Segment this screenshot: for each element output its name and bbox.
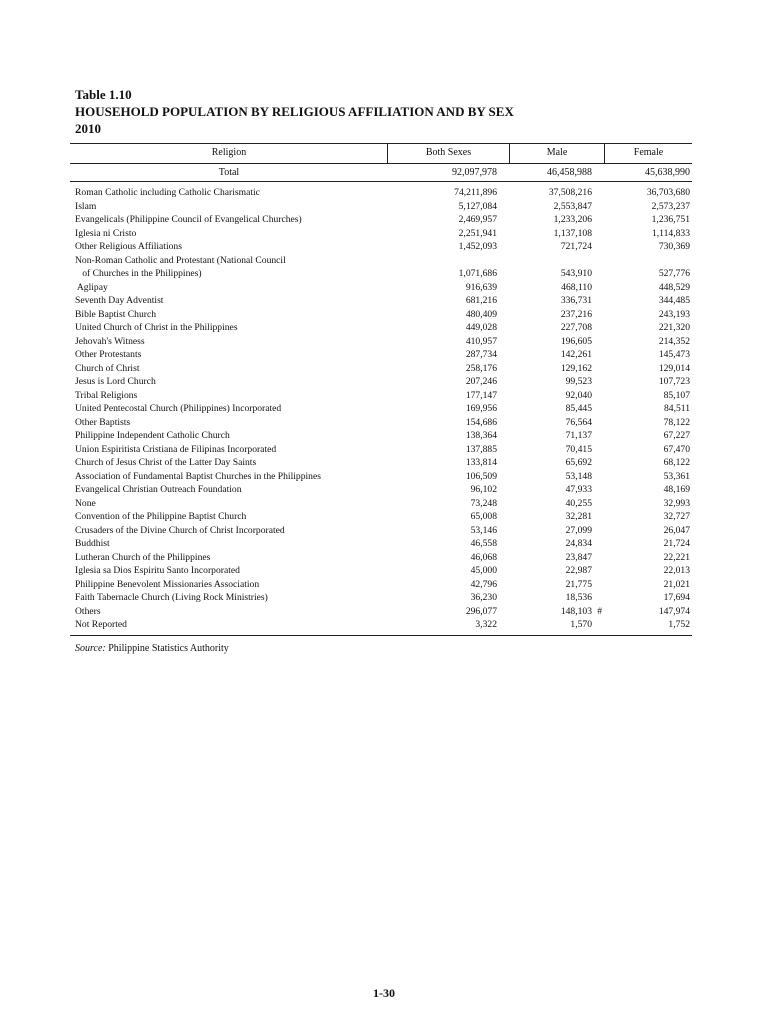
male-value: 227,708 bbox=[560, 322, 592, 333]
table-row bbox=[75, 389, 692, 403]
table-row bbox=[75, 402, 692, 416]
table-row bbox=[75, 564, 692, 578]
table-row bbox=[75, 605, 692, 619]
table-bottom-rule bbox=[70, 635, 692, 636]
female-value: 221,320 bbox=[658, 322, 690, 333]
table-top-rule bbox=[70, 143, 692, 144]
both-sexes-value: 258,176 bbox=[465, 362, 497, 374]
page-number: 1-30 bbox=[373, 986, 395, 1000]
religion-name: Aglipay bbox=[75, 281, 108, 293]
source-label: Source: bbox=[75, 643, 106, 654]
both-sexes-value: 2,251,941 bbox=[458, 227, 497, 239]
male-value: 129,162 bbox=[560, 362, 592, 374]
column-header-both-sexes: Both Sexes bbox=[425, 147, 472, 158]
male-value: 336,731 bbox=[560, 295, 592, 306]
religion-name: Roman Catholic including Catholic Charismatic bbox=[75, 187, 260, 198]
table-row bbox=[75, 375, 692, 389]
female-value: 67,470 bbox=[663, 443, 690, 455]
both-sexes-value: 1,452,093 bbox=[458, 241, 497, 252]
table-row bbox=[75, 294, 692, 308]
female-value: 22,221 bbox=[663, 551, 690, 563]
both-sexes-value: 177,147 bbox=[465, 389, 497, 401]
female-value: 1,752 bbox=[668, 619, 690, 630]
religion-name: Iglesia ni Cristo bbox=[75, 227, 137, 239]
table-row bbox=[75, 591, 692, 605]
table-row bbox=[75, 213, 692, 227]
female-value: 243,193 bbox=[658, 308, 690, 320]
table-row bbox=[75, 348, 692, 362]
table-row bbox=[75, 308, 692, 322]
religion-name: Other Protestants bbox=[75, 349, 142, 360]
religion-name: Other Baptists bbox=[75, 416, 131, 428]
male-value: 70,415 bbox=[565, 443, 592, 455]
both-sexes-value: 46,558 bbox=[470, 538, 497, 549]
male-value: 32,281 bbox=[565, 511, 592, 522]
column-header-religion: Religion bbox=[211, 147, 247, 158]
female-value: 107,723 bbox=[658, 376, 690, 387]
male-value: 71,137 bbox=[565, 430, 592, 441]
female-value: 48,169 bbox=[663, 484, 690, 495]
male-value: 468,110 bbox=[561, 281, 592, 293]
female-value: 17,694 bbox=[663, 592, 690, 603]
both-sexes-value: 5,127,084 bbox=[458, 200, 497, 212]
religion-name: Union Espiritista Cristiana de Filipinas Incorporated bbox=[75, 443, 277, 455]
both-sexes-value: 42,796 bbox=[470, 578, 497, 590]
table-year: 2010 bbox=[75, 121, 101, 136]
table-row bbox=[75, 200, 692, 214]
table-row bbox=[75, 335, 692, 349]
female-value: 22,013 bbox=[663, 565, 690, 576]
male-value: 1,137,108 bbox=[553, 227, 592, 239]
female-value: 129,014 bbox=[658, 362, 690, 374]
table-row bbox=[75, 551, 692, 565]
religion-name: Buddhist bbox=[75, 538, 110, 549]
male-value: 24,834 bbox=[565, 538, 592, 549]
both-sexes-value: 916,639 bbox=[465, 281, 497, 293]
religion-name: Church of Jesus Christ of the Latter Day Saints bbox=[75, 457, 257, 468]
table-row bbox=[75, 470, 692, 484]
religion-name: Non-Roman Catholic and Protestant (National Council bbox=[75, 254, 286, 266]
female-value: 730,369 bbox=[658, 241, 690, 252]
both-sexes-value: 74,211,896 bbox=[454, 187, 497, 198]
female-value: 21,021 bbox=[663, 578, 690, 590]
male-value: 196,605 bbox=[560, 335, 592, 347]
male-value: 148,103 bbox=[560, 605, 592, 617]
table-row bbox=[75, 429, 692, 443]
both-sexes-value: 137,885 bbox=[465, 443, 497, 455]
male-value: 47,933 bbox=[565, 484, 592, 495]
table-row bbox=[75, 578, 692, 592]
religion-name: Evangelicals (Philippine Council of Evangelical Churches) bbox=[75, 214, 302, 225]
male-value: 53,148 bbox=[565, 470, 592, 482]
male-value: 1,233,206 bbox=[553, 214, 592, 225]
both-sexes-value: 73,248 bbox=[470, 497, 497, 509]
female-value: 53,361 bbox=[663, 470, 690, 482]
religion-name: Islam bbox=[75, 200, 97, 212]
female-value: 21,724 bbox=[663, 538, 690, 549]
source-note bbox=[75, 643, 229, 654]
religion-name: Jehovah's Witness bbox=[75, 335, 145, 347]
religion-name: Jesus is Lord Church bbox=[75, 376, 156, 387]
religion-name: Bible Baptist Church bbox=[75, 308, 157, 320]
both-sexes-value: 1,071,686 bbox=[458, 268, 497, 279]
both-sexes-value: 46,068 bbox=[470, 551, 497, 563]
table-row bbox=[75, 524, 692, 538]
table-row bbox=[75, 186, 692, 200]
female-value: 67,227 bbox=[663, 430, 690, 441]
religion-name: United Church of Christ in the Philippines bbox=[75, 322, 238, 333]
column-header-female: Female bbox=[633, 147, 664, 158]
table-row bbox=[75, 267, 692, 281]
both-sexes-value: 410,957 bbox=[465, 335, 497, 347]
female-value: 68,122 bbox=[663, 457, 690, 468]
both-sexes-value: 169,956 bbox=[465, 403, 497, 414]
male-value: 40,255 bbox=[565, 497, 592, 509]
total-female: 45,638,990 bbox=[645, 167, 690, 178]
female-value: 214,352 bbox=[658, 335, 690, 347]
female-value: 145,473 bbox=[658, 349, 690, 360]
source-text: Philippine Statistics Authority bbox=[105, 643, 229, 654]
female-value: 85,107 bbox=[663, 389, 690, 401]
both-sexes-value: 138,364 bbox=[465, 430, 497, 441]
religion-name: Evangelical Christian Outreach Foundation bbox=[75, 484, 242, 495]
table-row bbox=[75, 416, 692, 430]
table-title: HOUSEHOLD POPULATION BY RELIGIOUS AFFILIATION AND BY SEX bbox=[75, 104, 514, 119]
column-header-male: Male bbox=[546, 147, 568, 158]
religion-name: Faith Tabernacle Church (Living Rock Ministries) bbox=[75, 592, 268, 603]
table-row bbox=[75, 456, 692, 470]
religion-name: Seventh Day Adventist bbox=[75, 295, 164, 306]
table-row bbox=[75, 537, 692, 551]
religion-name: Convention of the Philippine Baptist Church bbox=[75, 511, 247, 522]
male-value: 99,523 bbox=[565, 376, 592, 387]
male-value: 237,216 bbox=[560, 308, 592, 320]
both-sexes-value: 681,216 bbox=[465, 295, 497, 306]
male-value: 2,553,847 bbox=[553, 200, 592, 212]
both-sexes-value: 207,246 bbox=[465, 376, 497, 387]
female-value: 78,122 bbox=[663, 416, 690, 428]
religion-name: Philippine Benevolent Missionaries Association bbox=[75, 578, 260, 590]
religion-name: Crusaders of the Divine Church of Christ Incorporated bbox=[75, 524, 285, 536]
female-value: 1,114,833 bbox=[651, 227, 690, 239]
table-row bbox=[75, 510, 692, 524]
male-value: 85,445 bbox=[565, 403, 592, 414]
table-row bbox=[75, 240, 692, 254]
female-value: 527,776 bbox=[658, 268, 690, 279]
religion-name: None bbox=[75, 497, 96, 509]
male-value: 76,564 bbox=[565, 416, 592, 428]
religion-name: United Pentecostal Church (Philippines) Incorporated bbox=[75, 403, 282, 414]
female-value: 344,485 bbox=[658, 295, 690, 306]
table-row bbox=[75, 281, 692, 295]
table-row bbox=[75, 321, 692, 335]
religion-name: Church of Christ bbox=[75, 362, 140, 374]
male-value: 27,099 bbox=[565, 524, 592, 536]
religion-name: Others bbox=[75, 605, 101, 617]
both-sexes-value: 480,409 bbox=[465, 308, 497, 320]
female-value: 32,993 bbox=[663, 497, 690, 509]
both-sexes-value: 106,509 bbox=[465, 470, 497, 482]
male-value: 22,987 bbox=[565, 565, 592, 576]
table-body bbox=[75, 186, 692, 632]
religion-name: of Churches in the Philippines) bbox=[75, 268, 202, 279]
both-sexes-value: 2,469,957 bbox=[458, 214, 497, 225]
female-value: 1,236,751 bbox=[651, 214, 690, 225]
table-row bbox=[75, 254, 692, 268]
religion-name: Lutheran Church of the Philippines bbox=[75, 551, 211, 563]
female-value: 2,573,237 bbox=[651, 200, 690, 212]
male-value: 21,775 bbox=[565, 578, 592, 590]
religion-name: Other Religious Affiliations bbox=[75, 241, 182, 252]
both-sexes-value: 53,146 bbox=[470, 524, 497, 536]
male-value: 37,508,216 bbox=[548, 187, 592, 198]
total-rule bbox=[70, 181, 692, 182]
table-row bbox=[75, 618, 692, 632]
both-sexes-value: 36,230 bbox=[470, 592, 497, 603]
male-value: 543,910 bbox=[560, 268, 592, 279]
female-value: 32,727 bbox=[663, 511, 690, 522]
religion-name: Tribal Religions bbox=[75, 389, 138, 401]
female-value: 147,974 bbox=[658, 605, 690, 617]
religion-name: Not Reported bbox=[75, 619, 127, 630]
female-value: 36,703,680 bbox=[646, 187, 690, 198]
total-male: 46,458,988 bbox=[547, 167, 592, 178]
male-value: 92,040 bbox=[565, 389, 592, 401]
both-sexes-value: 3,322 bbox=[475, 619, 497, 630]
header-rule bbox=[70, 163, 692, 164]
female-value: 84,511 bbox=[663, 403, 690, 414]
total-both-sexes: 92,097,978 bbox=[452, 167, 497, 178]
male-value: 1,570 bbox=[570, 619, 592, 630]
religion-name: Philippine Independent Catholic Church bbox=[75, 430, 230, 441]
total-label: Total bbox=[218, 167, 240, 178]
table-row bbox=[75, 443, 692, 457]
religion-name: Association of Fundamental Baptist Churches in the Philippines bbox=[75, 470, 321, 482]
total-row bbox=[70, 167, 692, 180]
religion-name: Iglesia sa Dios Espiritu Santo Incorporated bbox=[75, 565, 240, 576]
male-value: 65,692 bbox=[565, 457, 592, 468]
both-sexes-value: 45,000 bbox=[470, 565, 497, 576]
male-value: 142,261 bbox=[560, 349, 592, 360]
table-row bbox=[75, 227, 692, 241]
both-sexes-value: 296,077 bbox=[465, 605, 497, 617]
female-value: 448,529 bbox=[658, 281, 690, 293]
both-sexes-value: 65,008 bbox=[470, 511, 497, 522]
table-row bbox=[75, 483, 692, 497]
table-row bbox=[75, 362, 692, 376]
both-sexes-value: 96,102 bbox=[470, 484, 497, 495]
both-sexes-value: 449,028 bbox=[465, 322, 497, 333]
both-sexes-value: 154,686 bbox=[465, 416, 497, 428]
footnote-flag: # bbox=[597, 605, 602, 617]
male-value: 23,847 bbox=[565, 551, 592, 563]
both-sexes-value: 287,734 bbox=[465, 349, 497, 360]
both-sexes-value: 133,814 bbox=[465, 457, 497, 468]
table-row bbox=[75, 497, 692, 511]
male-value: 721,724 bbox=[560, 241, 592, 252]
table-number: Table 1.10 bbox=[75, 87, 132, 102]
male-value: 18,536 bbox=[565, 592, 592, 603]
female-value: 26,047 bbox=[663, 524, 690, 536]
